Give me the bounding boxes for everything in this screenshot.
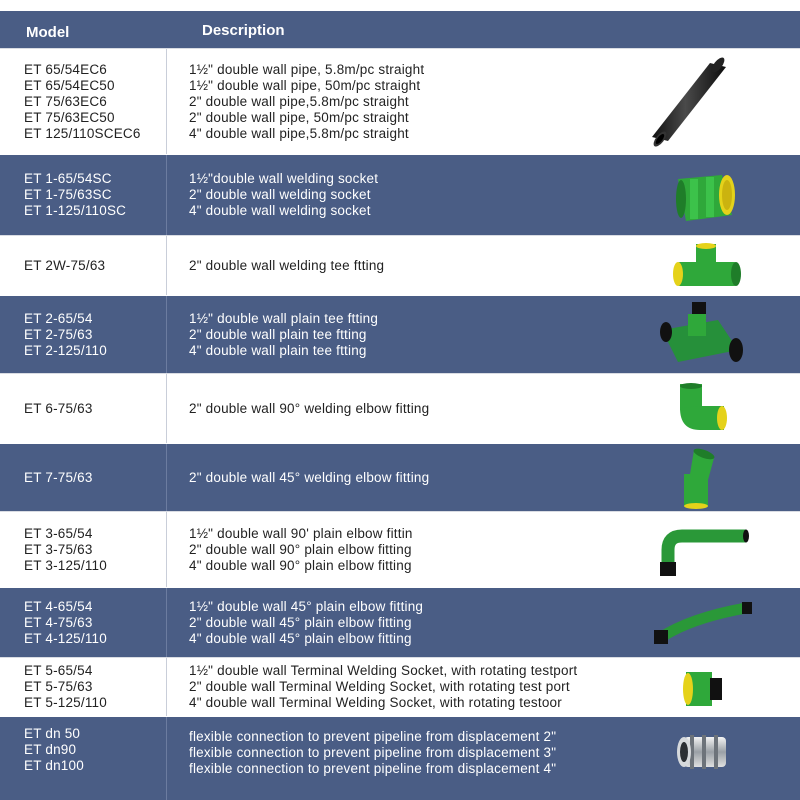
model-code: ET 3-125/110 — [24, 557, 107, 573]
description-line: 4" double wall pipe,5.8m/pc straight — [189, 125, 409, 141]
description-line: 4" double wall welding socket — [189, 203, 371, 218]
green-90-plain-elbow-image — [654, 524, 754, 580]
black-double-wall-pipe-image — [640, 55, 740, 149]
description-line: 2" double wall pipe, 50m/pc straight — [189, 109, 409, 125]
green-plain-tee-image — [658, 300, 748, 370]
model-code: ET 5-75/63 — [24, 679, 93, 694]
description-line: flexible connection to prevent pipeline from displacement 4" — [189, 761, 557, 776]
description-line: 2" double wall 90° plain elbow fitting — [189, 541, 412, 557]
model-code: ET 4-75/63 — [24, 614, 93, 630]
description-line: 2" double wall 45° welding elbow fitting — [189, 469, 430, 485]
model-cell — [24, 296, 164, 373]
description-cell — [189, 49, 639, 154]
green-45-plain-elbow-image — [650, 598, 760, 648]
description-line: 2" double wall welding socket — [189, 187, 371, 202]
model-code: ET dn 50 — [24, 726, 81, 741]
green-welding-socket-image — [670, 171, 740, 225]
description-line: 2" double wall welding tee ftting — [189, 257, 385, 273]
metal-flexible-connection-image — [672, 729, 736, 775]
description-line: flexible connection to prevent pipeline from displacement 2" — [189, 729, 557, 744]
model-code: ET 4-65/54 — [24, 598, 93, 614]
model-column-header: Model — [26, 24, 70, 41]
description-cell — [189, 717, 639, 800]
model-cell — [24, 236, 164, 295]
description-cell — [189, 155, 639, 235]
description-line: 1½" double wall pipe, 5.8m/pc straight — [189, 61, 425, 77]
description-line: 1½" double wall 45° plain elbow fitting — [189, 598, 424, 614]
model-cell — [24, 444, 164, 511]
model-code: ET 2-75/63 — [24, 326, 93, 342]
description-line: 4" double wall 90° plain elbow fitting — [189, 557, 412, 573]
model-cell — [24, 717, 164, 800]
model-cell — [24, 49, 164, 154]
description-cell — [189, 512, 639, 587]
table-row — [0, 716, 800, 800]
description-line: 4" double wall plain tee ftting — [189, 342, 367, 358]
model-code: ET 6-75/63 — [24, 400, 93, 416]
model-code: ET 5-65/54 — [24, 663, 93, 678]
model-cell — [24, 374, 164, 443]
model-cell — [24, 512, 164, 587]
description-line: 2" double wall 90° welding elbow fitting — [189, 400, 430, 416]
description-cell — [189, 374, 639, 443]
description-cell — [189, 444, 639, 511]
green-90-welding-elbow-image — [674, 382, 730, 438]
model-code: ET 2-65/54 — [24, 310, 93, 326]
description-cell — [189, 658, 639, 716]
table-header — [0, 11, 800, 48]
top-strip — [0, 0, 800, 11]
model-code: ET 125/110SCEC6 — [24, 125, 141, 141]
description-line: 1½" double wall 90' plain elbow fittin — [189, 525, 413, 541]
green-45-welding-elbow-image — [676, 448, 726, 510]
model-code: ET 65/54EC50 — [24, 77, 115, 93]
table-row — [0, 235, 800, 295]
description-line: 2" double wall plain tee ftting — [189, 326, 367, 342]
table-row — [0, 511, 800, 587]
table-row — [0, 373, 800, 443]
description-cell — [189, 296, 639, 373]
model-code: ET 2W-75/63 — [24, 257, 106, 273]
model-code: ET 1-125/110SC — [24, 203, 127, 218]
model-cell — [24, 658, 164, 716]
model-code: ET dn100 — [24, 758, 84, 773]
description-line: 4" double wall Terminal Welding Socket, with rotating testoor — [189, 695, 562, 710]
description-line: 1½" double wall plain tee ftting — [189, 310, 379, 326]
model-code: ET 5-125/110 — [24, 695, 107, 710]
green-welding-tee-image — [670, 242, 744, 292]
model-code: ET 7-75/63 — [24, 469, 93, 485]
table-row — [0, 657, 800, 716]
model-code: ET 3-75/63 — [24, 541, 93, 557]
table-row — [0, 295, 800, 373]
model-code: ET 2-125/110 — [24, 342, 107, 358]
description-line: 2" double wall 45° plain elbow fitting — [189, 614, 412, 630]
description-column-header: Description — [202, 22, 285, 39]
description-cell — [189, 236, 639, 295]
model-cell — [24, 588, 164, 657]
description-line: 1½" double wall Terminal Welding Socket, with rotating testport — [189, 663, 578, 678]
model-code: ET 75/63EC6 — [24, 93, 108, 109]
green-terminal-welding-socket-image — [680, 668, 726, 710]
description-line: 1½"double wall welding socket — [189, 171, 379, 186]
model-code: ET 1-75/63SC — [24, 187, 112, 202]
model-cell — [24, 155, 164, 235]
description-line: 2" double wall pipe,5.8m/pc straight — [189, 93, 409, 109]
description-line: flexible connection to prevent pipeline from displacement 3" — [189, 745, 557, 760]
model-code: ET 4-125/110 — [24, 630, 107, 646]
model-code: ET 1-65/54SC — [24, 171, 112, 186]
table-row — [0, 154, 800, 235]
description-line: 1½" double wall pipe, 50m/pc straight — [189, 77, 421, 93]
table-row — [0, 443, 800, 511]
table-row — [0, 48, 800, 154]
table-row — [0, 587, 800, 657]
model-code: ET dn90 — [24, 742, 77, 757]
description-cell — [189, 588, 639, 657]
description-line: 2" double wall Terminal Welding Socket, with rotating test port — [189, 679, 570, 694]
model-code: ET 3-65/54 — [24, 525, 93, 541]
model-code: ET 65/54EC6 — [24, 61, 108, 77]
model-code: ET 75/63EC50 — [24, 109, 115, 125]
description-line: 4" double wall 45° plain elbow fitting — [189, 630, 412, 646]
